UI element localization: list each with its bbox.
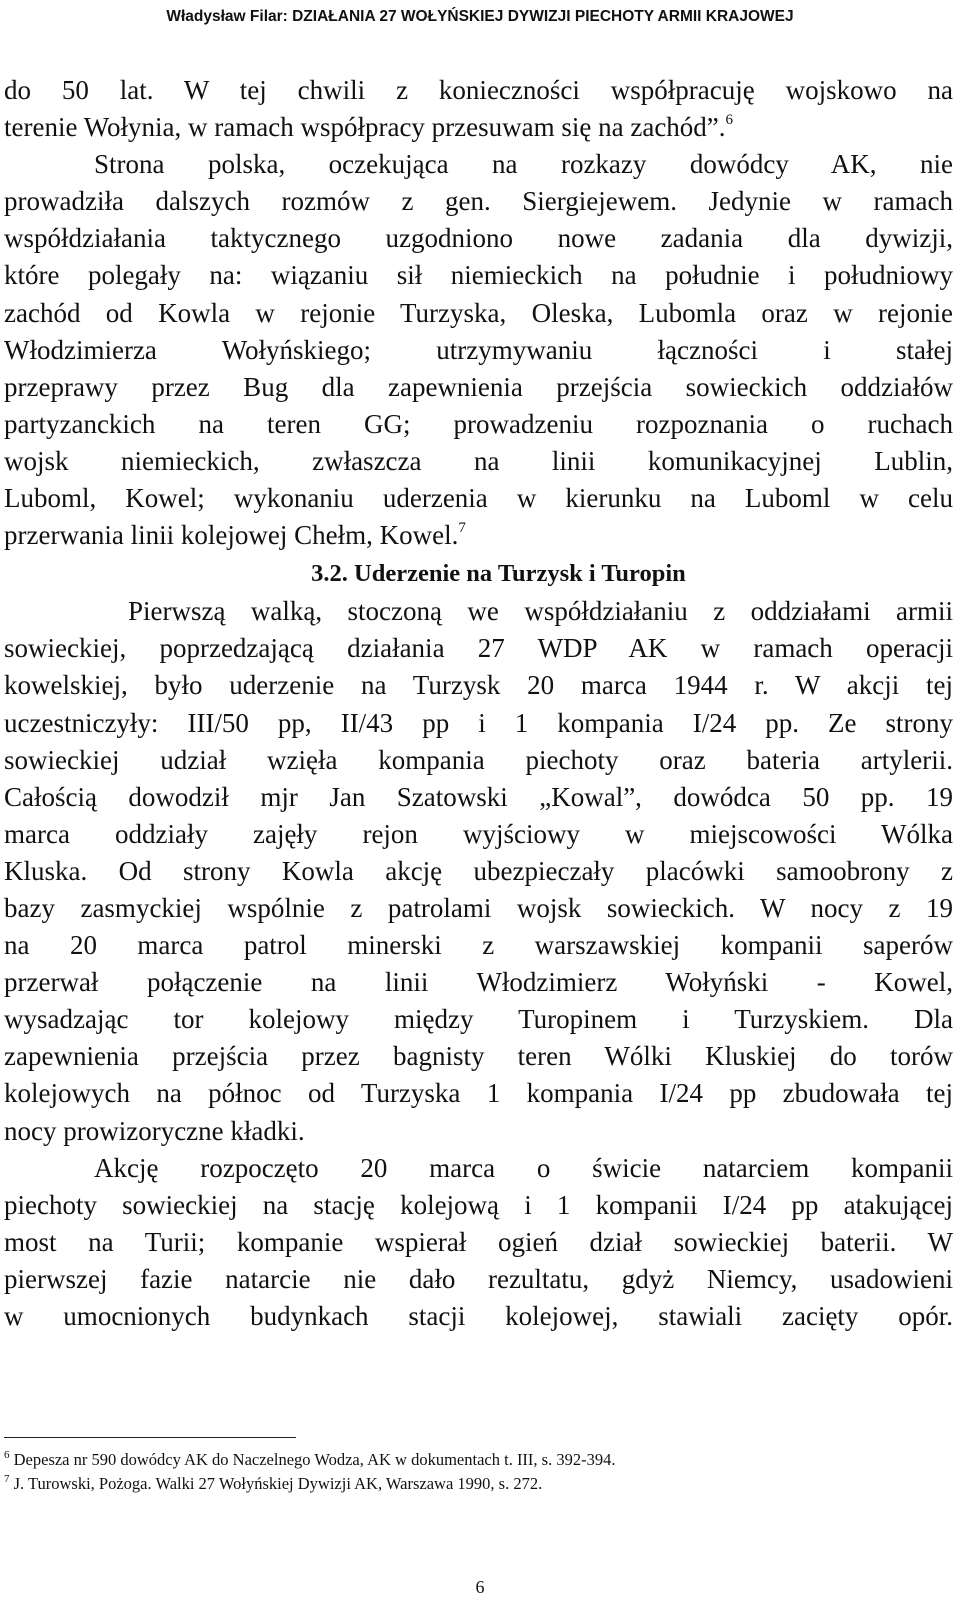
text-line: które polegały na: wiązaniu sił niemieckich na południe i południowy bbox=[4, 260, 953, 291]
text-line: współdziałania taktycznego uzgodniono nowe zadania dla dywizji, bbox=[4, 223, 953, 254]
text-line: Kluska. Od strony Kowla akcję ubezpieczały placówki samoobrony z bbox=[4, 855, 953, 886]
footnotes bbox=[4, 1448, 944, 1496]
text-line: zachód od Kowla w rejonie Turzyska, Oleska, Lubomla oraz w rejonie bbox=[4, 297, 953, 328]
footnote-ref-7: 7 bbox=[458, 520, 466, 537]
footnote-6: $^6$ Depesza nr 590 dowódcy AK do Naczelnego Wodza, AK w dokumentach t. III, s. 392-394. bbox=[4, 1449, 616, 1469]
text-line: kolejowych na północ od Turzyska 1 kompania I/24 pp zbudowała tej bbox=[4, 1078, 953, 1109]
text-line: przeprawy przez Bug dla zapewnienia przejścia sowieckich oddziałów bbox=[4, 371, 953, 402]
footnote-divider bbox=[4, 1437, 296, 1438]
text-line: przerwania linii kolejowej Chełm, Kowel.$^7$ bbox=[4, 520, 466, 551]
text-line: terenie Wołynia, w ramach współpracy przesuwam się na zachód”.$^6$ bbox=[4, 112, 734, 143]
text-line: piechoty sowieckiej na stację kolejową i 1 kompanii I/24 pp atakującej bbox=[4, 1189, 953, 1220]
text-line: w umocnionych budynkach stacji kolejowej, stawiali zacięty opór. bbox=[4, 1301, 953, 1331]
text-line: most na Turii; kompanie wspierał ogień dział sowieckiej baterii. W bbox=[4, 1226, 953, 1257]
text-line: zapewnienia przejścia przez bagnisty teren Wólki Kluskiej do torów bbox=[4, 1041, 953, 1072]
page-number: 6 bbox=[475, 1577, 485, 1597]
text-line: Strona polska, oczekująca na rozkazy dowódcy AK, nie bbox=[94, 149, 953, 180]
text-line: wojsk niemieckich, zwłaszcza na linii komunikacyjnej Lublin, bbox=[4, 445, 953, 476]
section-heading: 3.2. Uderzenie na Turzysk i Turopin bbox=[311, 560, 686, 588]
text-line: nocy prowizoryczne kładki. bbox=[4, 1115, 305, 1146]
text-line: partyzanckich na teren GG; prowadzeniu rozpoznania o ruchach bbox=[4, 408, 953, 439]
text-line: do 50 lat. W tej chwili z konieczności współpracuję wojskowo na bbox=[4, 75, 953, 105]
text-line: Akcję rozpoczęto 20 marca o świcie natarciem kompanii bbox=[94, 1152, 953, 1183]
text-line: na 20 marca patrol minerski z warszawskiej kompanii saperów bbox=[4, 930, 953, 961]
text-line: przerwał połączenie na linii Włodzimierz Wołyński - Kowel, bbox=[4, 967, 953, 998]
text-line: bazy zasmyckiej wspólnie z patrolami wojsk sowieckich. W nocy z 19 bbox=[4, 892, 953, 923]
text-line: Luboml, Kowel; wykonaniu uderzenia w kierunku na Luboml w celu bbox=[4, 483, 953, 514]
text-line: sowieckiej udział wzięła kompania piechoty oraz bateria artylerii. bbox=[4, 744, 953, 775]
text-line: prowadziła dalszych rozmów z gen. Siergiejewem. Jedynie w ramach bbox=[4, 186, 953, 217]
text-line: wysadzając tor kolejowy między Turopinem i Turzyskiem. Dla bbox=[4, 1004, 953, 1035]
text-line: Całością dowodził mjr Jan Szatowski „Kowal”, dowódca 50 pp. 19 bbox=[4, 781, 953, 812]
running-header: Władysław Filar: DZIAŁANIA 27 WOŁYŃSKIEJ DYWIZJI PIECHOTY ARMII KRAJOWEJ bbox=[166, 8, 794, 25]
text-line: pierwszej fazie natarcie nie dało rezultatu, gdyż Niemcy, usadowieni bbox=[4, 1263, 953, 1294]
text-line: kowelskiej, było uderzenie na Turzysk 20 marca 1944 r. W akcji tej bbox=[4, 670, 953, 701]
footnote-7: $^7$ J. Turowski, Pożoga. Walki 27 Wołyńskiej Dywizji AK, Warszawa 1990, s. 272. bbox=[4, 1473, 543, 1493]
footnote-ref-6: 6 bbox=[725, 112, 734, 129]
text-line: marca oddziały zajęły rejon wyjściowy w miejscowości Wólka bbox=[4, 818, 953, 849]
text-line: sowieckiej, poprzedzającą działania 27 WDP AK w ramach operacji bbox=[4, 633, 953, 664]
text-line: Włodzimierza Wołyńskiego; utrzymywaniu łączności i stałej bbox=[4, 334, 953, 365]
text-line: uczestniczyły: III/50 pp, II/43 pp i 1 kompania I/24 pp. Ze strony bbox=[4, 707, 953, 738]
text-line: Pierwszą walką, stoczoną we współdziałaniu z oddziałami armii bbox=[128, 596, 953, 627]
body-text bbox=[4, 72, 953, 1335]
